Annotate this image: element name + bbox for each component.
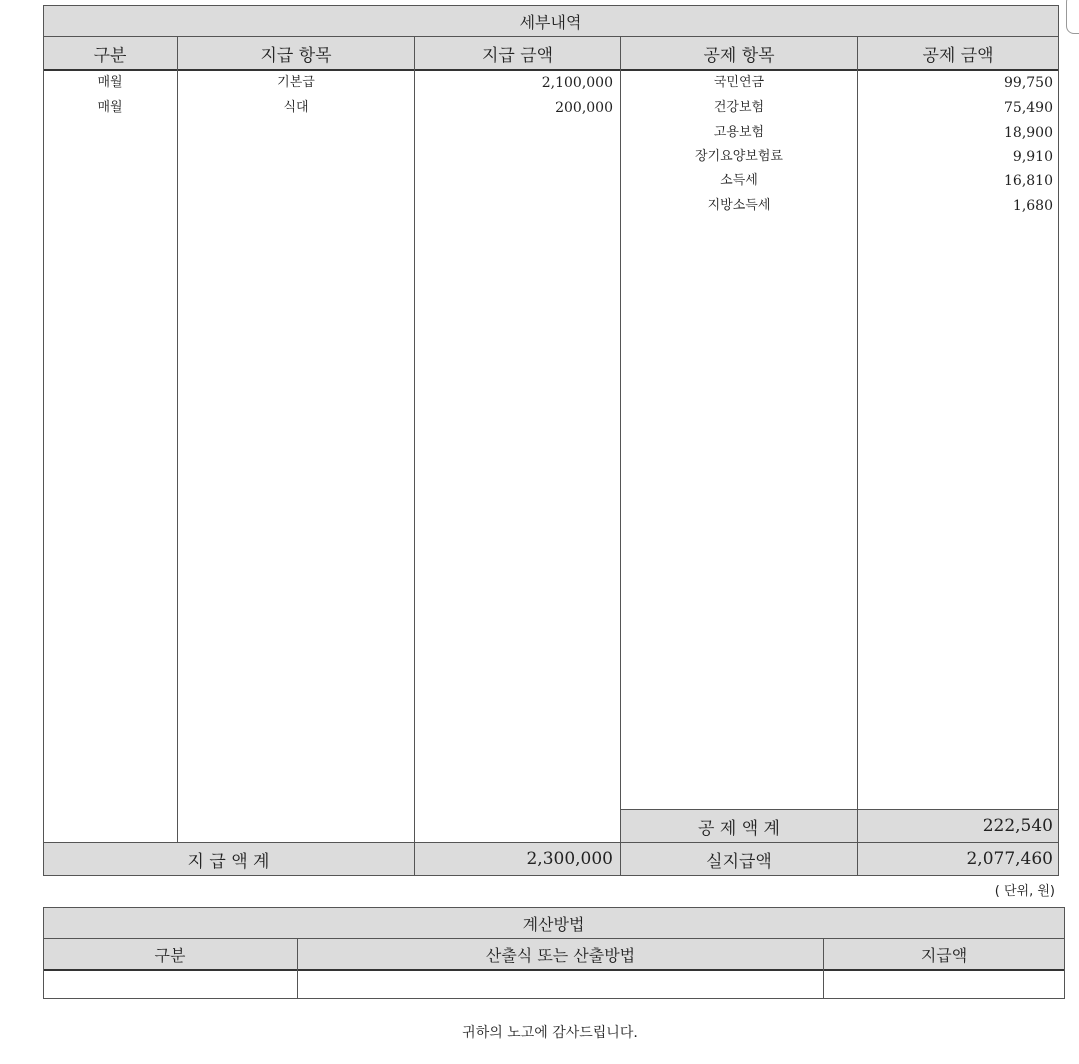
deduction-total-value: 222,540 <box>982 816 1053 836</box>
divider <box>823 938 824 999</box>
header-deduction-item: 공제 항목 <box>703 46 775 66</box>
deduction-row-amount: 9,910 <box>1012 149 1053 165</box>
divider <box>43 5 44 876</box>
divider <box>621 809 1059 810</box>
calc-header-formula: 산출식 또는 산출방법 <box>485 945 636 965</box>
deduction-row-item: 지방소득세 <box>707 198 771 213</box>
pay-row-item: 기본급 <box>277 75 315 90</box>
header-category: 구분 <box>93 46 127 66</box>
header-pay-item: 지급 항목 <box>260 46 332 66</box>
deduction-row-amount: 16,810 <box>1004 173 1053 189</box>
divider <box>1058 5 1059 876</box>
divider <box>43 36 1059 37</box>
divider <box>414 36 415 876</box>
calc-title: 계산방법 <box>522 914 585 934</box>
divider <box>1064 907 1065 999</box>
deduction-row-amount: 18,900 <box>1004 125 1053 141</box>
divider <box>43 998 1065 999</box>
pay-total-value: 2,300,000 <box>526 849 613 869</box>
pay-row-amount: 2,100,000 <box>541 75 613 91</box>
calc-header-amount: 지급액 <box>920 945 968 965</box>
deduction-row-item: 소득세 <box>720 173 758 188</box>
divider <box>43 907 44 999</box>
deduction-row-item: 건강보험 <box>713 100 765 115</box>
divider <box>43 875 1059 876</box>
divider <box>43 938 1065 939</box>
deduction-row-item: 국민연금 <box>713 75 765 90</box>
divider <box>857 36 858 876</box>
unit-note: ( 단위, 원) <box>994 884 1055 899</box>
divider <box>43 969 1065 971</box>
pay-row-amount: 200,000 <box>555 100 613 116</box>
divider <box>620 36 621 876</box>
divider <box>297 938 298 999</box>
header-pay-amount: 지급 금액 <box>481 46 554 66</box>
detail-title: 세부내역 <box>519 12 582 32</box>
divider <box>43 5 1059 6</box>
deduction-row-amount: 1,680 <box>1012 198 1053 214</box>
calc-header-category: 구분 <box>154 945 186 965</box>
deduction-row-item: 장기요양보험료 <box>695 149 783 164</box>
pay-row-item: 식대 <box>283 100 309 115</box>
deduction-row-amount: 75,490 <box>1004 100 1053 116</box>
pay-row-category: 매월 <box>97 100 123 115</box>
divider <box>43 842 1059 843</box>
divider <box>43 907 1065 908</box>
divider <box>43 69 1059 71</box>
header-deduction-amount: 공제 금액 <box>922 46 994 66</box>
net-pay-label: 실지급액 <box>706 851 772 872</box>
window-corner-tab <box>1066 0 1079 34</box>
net-pay-value: 2,077,460 <box>966 849 1053 869</box>
pay-row-category: 매월 <box>97 75 123 90</box>
divider <box>177 36 178 843</box>
thanks-note: 귀하의 노고에 감사드립니다. <box>462 1025 638 1041</box>
pay-total-label: 지 급 액 계 <box>187 851 270 872</box>
deduction-total-label: 공 제 액 계 <box>698 818 780 839</box>
deduction-row-amount: 99,750 <box>1004 75 1053 91</box>
deduction-row-item: 고용보험 <box>713 125 765 140</box>
